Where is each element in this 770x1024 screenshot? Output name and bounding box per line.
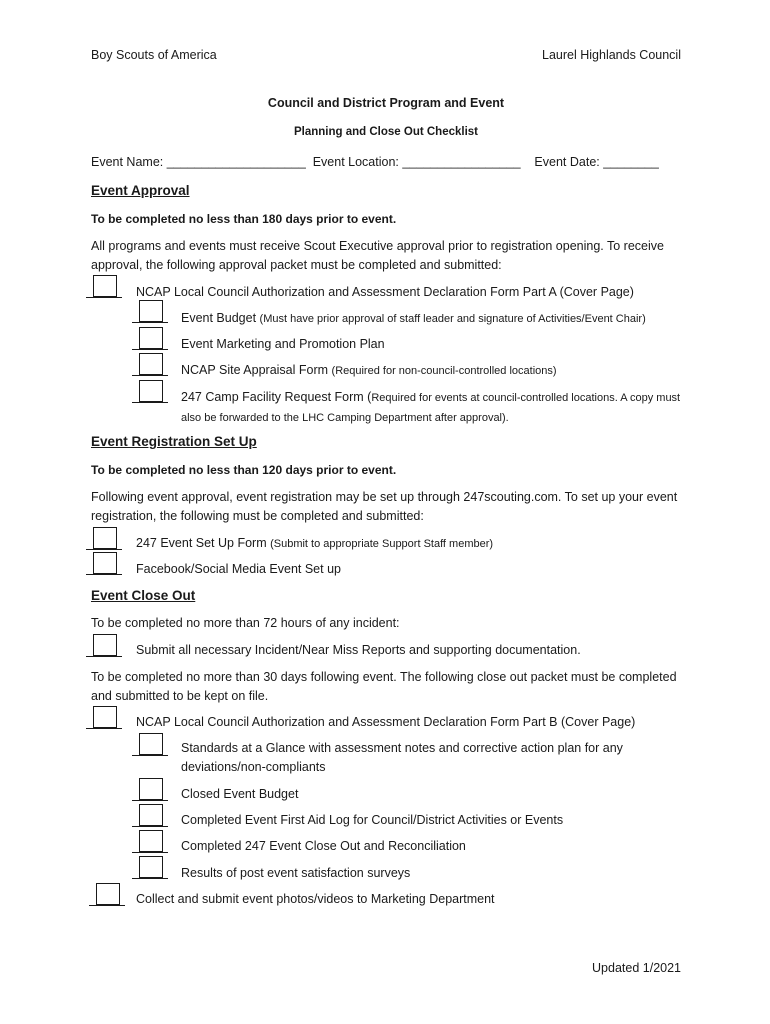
checkbox-registration-1[interactable] xyxy=(93,552,117,574)
section-heading-approval: Event Approval xyxy=(91,183,190,198)
registration-item-1: Facebook/Social Media Event Set up xyxy=(136,562,341,576)
closeout-item-5: Results of post event satisfaction surveys xyxy=(181,866,411,880)
approval-item-0: NCAP Local Council Authorization and Assessment Declaration Form Part A (Cover Page) xyxy=(136,285,634,299)
checkbox-closeout-1[interactable] xyxy=(139,733,163,755)
checklist-page xyxy=(91,0,681,1024)
closeout-incident-deadline: To be completed no more than 72 hours of any incident: xyxy=(91,616,400,630)
closeout-item-4: Completed 247 Event Close Out and Reconciliation xyxy=(181,839,466,853)
document-subtitle: Planning and Close Out Checklist xyxy=(293,126,479,138)
approval-deadline: To be completed no less than 180 days prior to event. xyxy=(91,212,397,226)
checkbox-closeout-0[interactable] xyxy=(93,706,117,728)
checkbox-approval-4[interactable] xyxy=(139,380,163,402)
closeout-item-0: NCAP Local Council Authorization and Assessment Declaration Form Part B (Cover Page) xyxy=(136,715,636,729)
closeout-item-3: Completed Event First Aid Log for Council/District Activities or Events xyxy=(181,813,564,827)
approval-item-2: Event Marketing and Promotion Plan xyxy=(181,337,385,351)
header-council: Laurel Highlands Council xyxy=(542,48,681,62)
event-fields-line: Event Name: ____________________ Event Location: _________________ Event Date: ________ xyxy=(91,155,659,169)
approval-item-4: 247 Camp Facility Request Form (Required for events at council-controlled locations. A copy must also be forwarded to the LHC Camping Department after approval). xyxy=(181,390,681,424)
registration-item-0: 247 Event Set Up Form (Submit to appropriate Support Staff member) xyxy=(136,536,494,550)
closeout-item-2: Closed Event Budget xyxy=(181,787,299,801)
checkbox-closeout-3[interactable] xyxy=(139,804,163,826)
approval-intro: All programs and events must receive Scout Executive approval prior to registration opening. To receive approval, the following approval packet must be completed and submitted: xyxy=(91,239,664,272)
registration-deadline: To be completed no less than 120 days prior to event. xyxy=(91,463,397,477)
checkbox-closeout-4[interactable] xyxy=(139,830,163,852)
document-title: Council and District Program and Event xyxy=(267,96,505,110)
checkbox-approval-3[interactable] xyxy=(139,353,163,375)
checkbox-approval-1[interactable] xyxy=(139,300,163,322)
checkbox-approval-2[interactable] xyxy=(139,327,163,349)
registration-intro: Following event approval, event registration may be set up through 247scouting.com. To set up your event registration, the following must be completed and submitted: xyxy=(91,490,678,523)
checkbox-closeout-5[interactable] xyxy=(139,856,163,878)
header-organization: Boy Scouts of America xyxy=(91,48,217,62)
closeout-item-6: Collect and submit event photos/videos to Marketing Department xyxy=(136,892,495,906)
checkbox-incident-reports[interactable] xyxy=(93,634,117,656)
checkbox-approval-0[interactable] xyxy=(93,275,117,297)
approval-item-3: NCAP Site Appraisal Form (Required for non-council-controlled locations) xyxy=(181,363,557,377)
checkbox-registration-0[interactable] xyxy=(93,527,117,549)
closeout-item-1: Standards at a Glance with assessment notes and corrective action plan for any deviations/non-compliants xyxy=(181,741,623,774)
checkbox-closeout-2[interactable] xyxy=(139,778,163,800)
checkbox-closeout-6[interactable] xyxy=(96,883,120,905)
closeout-intro: To be completed no more than 30 days following event. The following close out packet must be completed and submitted to be kept on file. xyxy=(91,670,677,703)
section-heading-closeout: Event Close Out xyxy=(91,588,196,603)
updated-date: Updated 1/2021 xyxy=(592,961,681,975)
section-heading-registration: Event Registration Set Up xyxy=(91,434,257,449)
closeout-incident-item: Submit all necessary Incident/Near Miss Reports and supporting documentation. xyxy=(136,643,581,657)
approval-item-1: Event Budget (Must have prior approval of staff leader and signature of Activities/Event Chair) xyxy=(181,311,646,325)
